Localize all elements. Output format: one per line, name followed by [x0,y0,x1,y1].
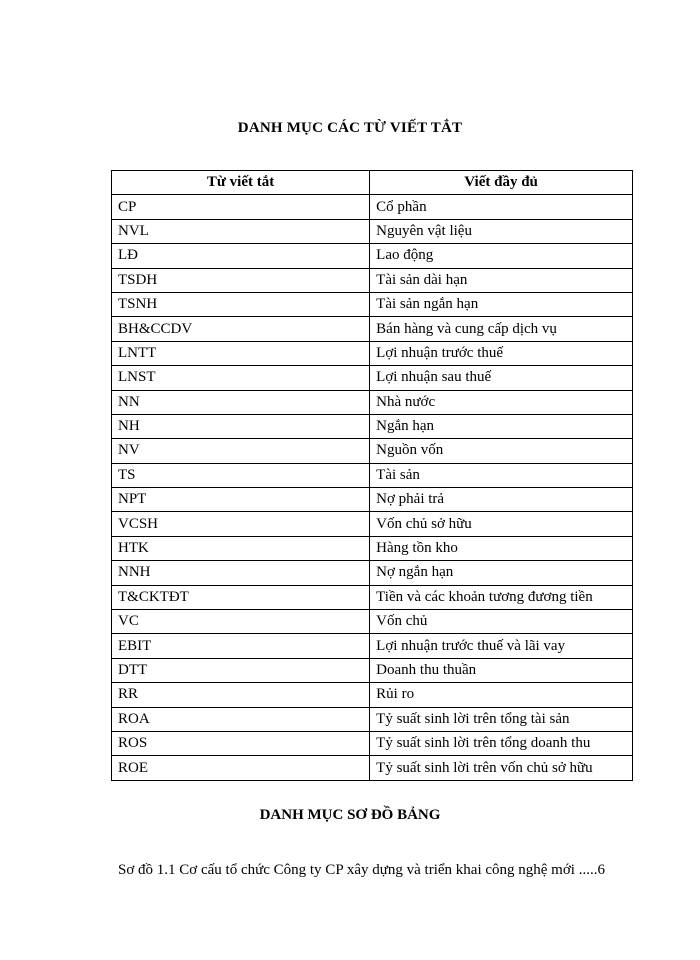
abbreviation-cell: TSNH [112,292,370,316]
full-form-cell: Tỷ suất sinh lời trên tổng doanh thu [370,731,633,755]
full-form-cell: Tỷ suất sinh lời trên tổng tài sản [370,707,633,731]
table-row [112,341,633,365]
full-form-cell: Cổ phần [370,195,633,219]
table-row [112,292,633,316]
full-form-cell: Tiền và các khoản tương đương tiền [370,585,633,609]
full-form-cell: Nhà nước [370,390,633,414]
full-form-cell: Tài sản ngắn hạn [370,292,633,316]
table-row [112,463,633,487]
abbreviations-table [111,170,633,781]
table-row [112,317,633,341]
abbreviations-title: DANH MỤC CÁC TỪ VIẾT TẮT [237,120,463,136]
table-header-row [112,171,633,195]
abbreviation-cell: BH&CCDV [112,317,370,341]
table-row [112,683,633,707]
abbreviation-cell: ROS [112,731,370,755]
abbreviation-cell: EBIT [112,634,370,658]
column-header-abbreviation: Từ viết tắt [112,171,370,195]
abbreviation-cell: ROA [112,707,370,731]
abbreviation-cell: LNTT [112,341,370,365]
full-form-cell: Lao động [370,244,633,268]
abbreviation-cell: VCSH [112,512,370,536]
table-row [112,512,633,536]
full-form-cell: Rủi ro [370,683,633,707]
full-form-cell: Lợi nhuận trước thuế [370,341,633,365]
full-form-cell: Vốn chủ sở hữu [370,512,633,536]
abbreviation-cell: NVL [112,219,370,243]
table-row [112,561,633,585]
abbreviation-cell: TS [112,463,370,487]
abbreviation-cell: HTK [112,536,370,560]
abbreviation-cell: LĐ [112,244,370,268]
table-row [112,439,633,463]
table-row [112,658,633,682]
toc-entry: Sơ đồ 1.1 Cơ cấu tổ chức Công ty CP xây dựng và triển khai công nghệ mới .....6 [118,862,605,878]
abbreviation-cell: RR [112,683,370,707]
table-row [112,414,633,438]
full-form-cell: Hàng tồn kho [370,536,633,560]
full-form-cell: Bán hàng và cung cấp dịch vụ [370,317,633,341]
table-row [112,756,633,780]
table-row [112,268,633,292]
full-form-cell: Lợi nhuận trước thuế và lãi vay [370,634,633,658]
full-form-cell: Doanh thu thuần [370,658,633,682]
table-row [112,707,633,731]
table-row [112,585,633,609]
full-form-cell: Tỷ suất sinh lời trên vốn chủ sở hữu [370,756,633,780]
table-row [112,390,633,414]
table-row [112,536,633,560]
full-form-cell: Nguyên vật liệu [370,219,633,243]
full-form-cell: Vốn chủ [370,610,633,634]
abbreviation-cell: NPT [112,488,370,512]
table-body [112,195,633,780]
full-form-cell: Tài sản dài hạn [370,268,633,292]
table-row [112,488,633,512]
abbreviation-cell: LNST [112,366,370,390]
full-form-cell: Nợ ngắn hạn [370,561,633,585]
column-header-full-form: Viết đầy đủ [370,171,633,195]
abbreviation-cell: TSDH [112,268,370,292]
table-row [112,195,633,219]
full-form-cell: Tài sản [370,463,633,487]
table-row [112,244,633,268]
full-form-cell: Nợ phải trả [370,488,633,512]
abbreviation-cell: ROE [112,756,370,780]
full-form-cell: Lợi nhuận sau thuế [370,366,633,390]
abbreviation-cell: CP [112,195,370,219]
abbreviation-cell: DTT [112,658,370,682]
table-row [112,731,633,755]
diagram-list-title: DANH MỤC SƠ ĐỒ BẢNG [259,807,441,823]
table-row [112,366,633,390]
abbreviation-cell: NH [112,414,370,438]
abbreviation-cell: NV [112,439,370,463]
table-row [112,634,633,658]
full-form-cell: Nguồn vốn [370,439,633,463]
abbreviation-cell: VC [112,610,370,634]
abbreviation-cell: NN [112,390,370,414]
full-form-cell: Ngắn hạn [370,414,633,438]
abbreviation-cell: T&CKTĐT [112,585,370,609]
table-row [112,610,633,634]
table-row [112,219,633,243]
abbreviation-cell: NNH [112,561,370,585]
